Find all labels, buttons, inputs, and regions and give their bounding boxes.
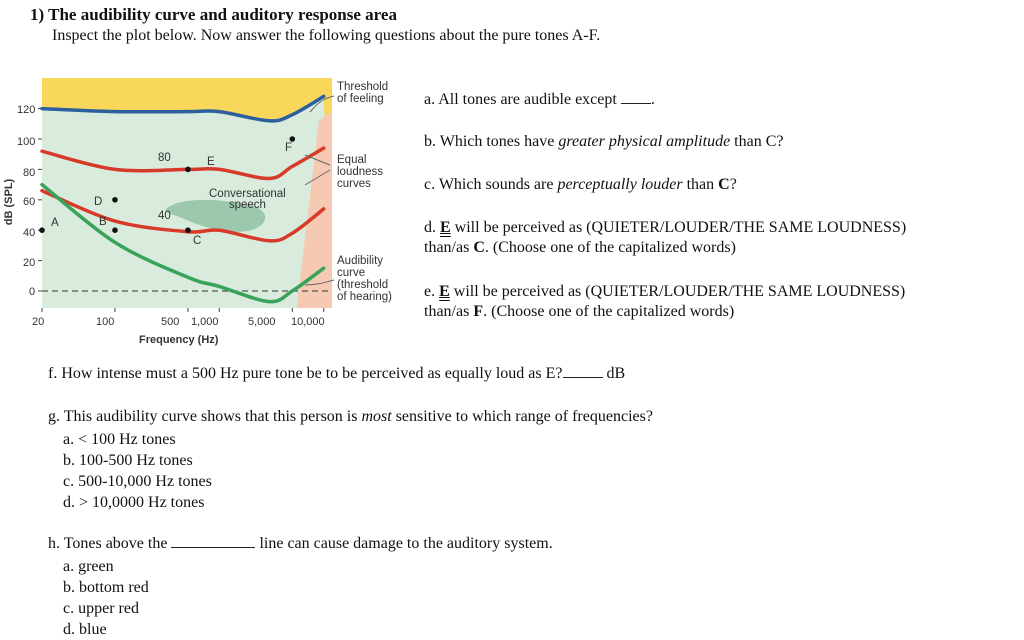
option-h-b[interactable]: b. bottom red	[63, 579, 149, 596]
level-80-label: 80	[158, 152, 171, 164]
equal-loudness-label: Equal loudness curves	[337, 154, 384, 190]
tone-label-b: B	[99, 216, 107, 228]
y-tick-120: 120	[17, 104, 36, 116]
y-tick-60: 60	[23, 196, 36, 208]
question-a: a. All tones are audible except .	[424, 91, 655, 108]
option-h-d[interactable]: d. blue	[63, 621, 107, 638]
x-tick-1000: 1,000	[191, 316, 219, 328]
question-f: f. How intense must a 500 Hz pure tone be to be perceived as equally loud as E? dB	[48, 365, 626, 382]
answer-blank-a[interactable]	[621, 91, 651, 104]
question-e: e. E will be perceived as (QUIETER/LOUDER/THE SAME LOUDNESS) than/as F. (Choose one of the capitalized words)	[424, 283, 906, 320]
option-g-c[interactable]: c. 500-10,000 Hz tones	[63, 473, 212, 490]
tone-point-e	[185, 167, 191, 173]
x-axis	[42, 308, 324, 312]
tone-point-a	[39, 227, 45, 233]
option-g-d[interactable]: d. > 10,0000 Hz tones	[63, 494, 205, 511]
question-h-options	[63, 556, 149, 640]
tone-label-c: C	[193, 235, 202, 247]
y-axis-label: dB (SPL)	[3, 178, 16, 226]
answer-blank-f[interactable]	[563, 365, 603, 378]
question-g: g. This audibility curve shows that this person is most sensitive to which range of frequencies?	[48, 408, 653, 425]
option-h-a[interactable]: a. green	[63, 558, 114, 575]
option-g-b[interactable]: b. 100-500 Hz tones	[63, 452, 193, 469]
instructions: Inspect the plot below. Now answer the following questions about the pure tones A-F.	[52, 27, 601, 44]
x-tick-500: 500	[161, 316, 180, 328]
question-d: d. E will be perceived as (QUIETER/LOUDER/THE SAME LOUDNESS) than/as C. (Choose one of the capitalized words)	[424, 219, 907, 256]
tone-label-f: F	[285, 142, 293, 154]
audibility-curve-label: Audibility curve (threshold of hearing)	[337, 255, 392, 303]
conversational-speech-label: Conversational speech	[209, 188, 286, 211]
tone-point-b	[112, 227, 118, 233]
level-40-label: 40	[158, 210, 171, 222]
option-h-c[interactable]: c. upper red	[63, 600, 139, 617]
x-tick-20: 20	[32, 316, 45, 328]
section-title: 1) The audibility curve and auditory response area	[30, 5, 397, 24]
question-h: h. Tones above the line can cause damage to the auditory system.	[48, 535, 553, 552]
question-b: b. Which tones have greater physical amplitude than C?	[424, 133, 784, 150]
y-tick-40: 40	[23, 227, 36, 239]
tone-label-a: A	[51, 217, 59, 229]
question-c: c. Which sounds are perceptually louder than C?	[424, 176, 737, 193]
option-g-a[interactable]: a. < 100 Hz tones	[63, 431, 176, 448]
y-axis	[38, 109, 42, 291]
question-g-options	[63, 429, 212, 513]
tone-label-d: D	[94, 196, 103, 208]
x-tick-5000: 5,000	[248, 316, 276, 328]
x-tick-10000: 10,000	[291, 316, 325, 328]
x-tick-100: 100	[96, 316, 115, 328]
x-axis-label: Frequency (Hz)	[139, 334, 219, 346]
y-tick-0: 0	[29, 286, 36, 298]
tone-label-e: E	[207, 156, 215, 168]
y-tick-80: 80	[23, 167, 36, 179]
answer-blank-h[interactable]	[171, 535, 255, 548]
tone-point-d	[112, 197, 118, 203]
tone-point-f	[290, 136, 296, 142]
tone-point-c	[185, 227, 191, 233]
y-tick-100: 100	[17, 136, 36, 148]
y-tick-20: 20	[23, 257, 36, 269]
threshold-of-feeling-label: Threshold of feeling	[337, 81, 389, 105]
